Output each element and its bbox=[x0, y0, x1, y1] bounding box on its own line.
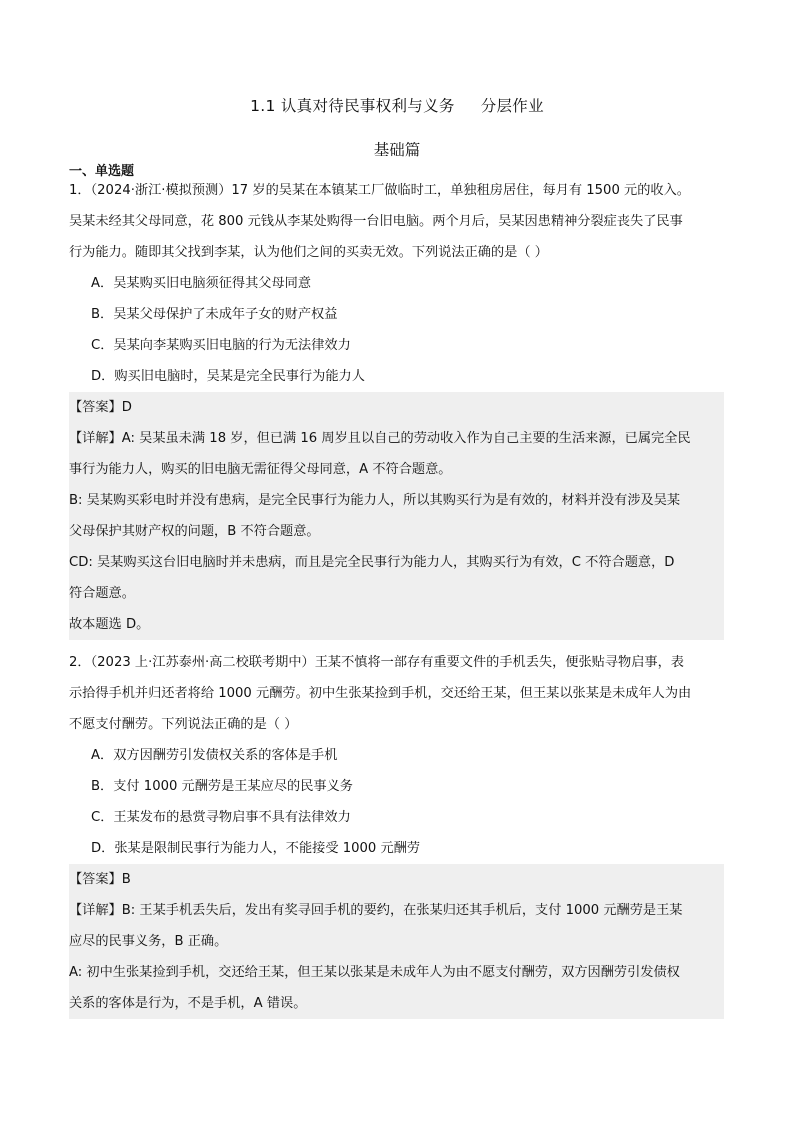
question-2 bbox=[69, 647, 724, 1019]
title-main: 1.1 认真对待民事权利与义务 bbox=[250, 97, 455, 115]
question-line: 不愿支付酬劳。下列说法正确的是（ ） bbox=[69, 717, 298, 732]
question-line: 行为能力。随即其父找到李某，认为他们之间的买卖无效。下列说法正确的是（ ） bbox=[69, 245, 548, 260]
explanation-line: 【详解】A: 吴某虽未满 18 岁，但已满 16 周岁且以自己的劳动收入作为自己主要的生活来源，已属完全民 bbox=[69, 431, 691, 446]
explanation-line: 符合题意。 bbox=[69, 586, 135, 601]
page-subtitle: 基础篇 bbox=[373, 141, 421, 159]
explanation-line: 应尽的民事义务，B 正确。 bbox=[69, 934, 228, 949]
explanation-line: 父母保护其财产权的问题，B 不符合题意。 bbox=[69, 524, 320, 539]
section-heading: 一、单选题 bbox=[69, 164, 135, 179]
answer-label: 【答案】B bbox=[69, 872, 131, 887]
explanation-line: B: 吴某购买彩电时并没有患病，是完全民事行为能力人，所以其购买行为是有效的，材料并没有涉及吴某 bbox=[69, 493, 681, 508]
explanation-line: A: 初中生张某捡到手机，交还给王某，但王某以张某是未成年人为由不愿支付酬劳，双方因酬劳引发债权 bbox=[69, 965, 680, 980]
option-b: B．支付 1000 元酬劳是王某应尽的民事义务 bbox=[91, 779, 353, 794]
question-line: 2．（2023 上·江苏泰州·高二校联考期中）王某不慎将一部存有重要文件的手机丢失，便张贴寻物启事，表 bbox=[69, 655, 684, 670]
page-title bbox=[0, 94, 794, 116]
explanation-line: 事行为能力人，购买的旧电脑无需征得父母同意，A 不符合题意。 bbox=[69, 462, 452, 477]
answer-box-2 bbox=[69, 864, 724, 1019]
title-tag: 分层作业 bbox=[480, 97, 544, 115]
question-1 bbox=[69, 175, 724, 640]
option-d: D．购买旧电脑时，吴某是完全民事行为能力人 bbox=[91, 369, 365, 384]
question-line: 示拾得手机并归还者将给 1000 元酬劳。初中生张某捡到手机，交还给王某，但王某以张某是未成年人为由 bbox=[69, 686, 692, 701]
explanation-line: CD: 吴某购买这台旧电脑时并未患病，而且是完全民事行为能力人，其购买行为有效，C 不符合题意，D bbox=[69, 555, 675, 570]
question-line: 吴某未经其父母同意，花 800 元钱从李某处购得一台旧电脑。两个月后，吴某因患精神分裂症丧失了民事 bbox=[69, 214, 683, 229]
option-d: D．张某是限制民事行为能力人，不能接受 1000 元酬劳 bbox=[91, 841, 421, 856]
option-a: A．吴某购买旧电脑须征得其父母同意 bbox=[91, 276, 312, 291]
option-c: C．王某发布的悬赏寻物启事不具有法律效力 bbox=[91, 810, 351, 825]
answer-box-1 bbox=[69, 392, 724, 640]
option-a: A．双方因酬劳引发债权关系的客体是手机 bbox=[91, 748, 338, 763]
explanation-line: 关系的客体是行为，不是手机，A 错误。 bbox=[69, 996, 307, 1011]
option-b: B．吴某父母保护了未成年子女的财产权益 bbox=[91, 307, 338, 322]
answer-label: 【答案】D bbox=[69, 400, 132, 415]
option-c: C．吴某向李某购买旧电脑的行为无法律效力 bbox=[91, 338, 351, 353]
explanation-line: 【详解】B: 王某手机丢失后，发出有奖寻回手机的要约，在张某归还其手机后，支付 1000 元酬劳是王某 bbox=[69, 903, 683, 918]
question-line: 1．（2024·浙江·模拟预测）17 岁的吴某在本镇某工厂做临时工，单独租房居住，每月有 1500 元的收入。 bbox=[69, 183, 690, 198]
explanation-line: 故本题选 D。 bbox=[69, 617, 150, 632]
